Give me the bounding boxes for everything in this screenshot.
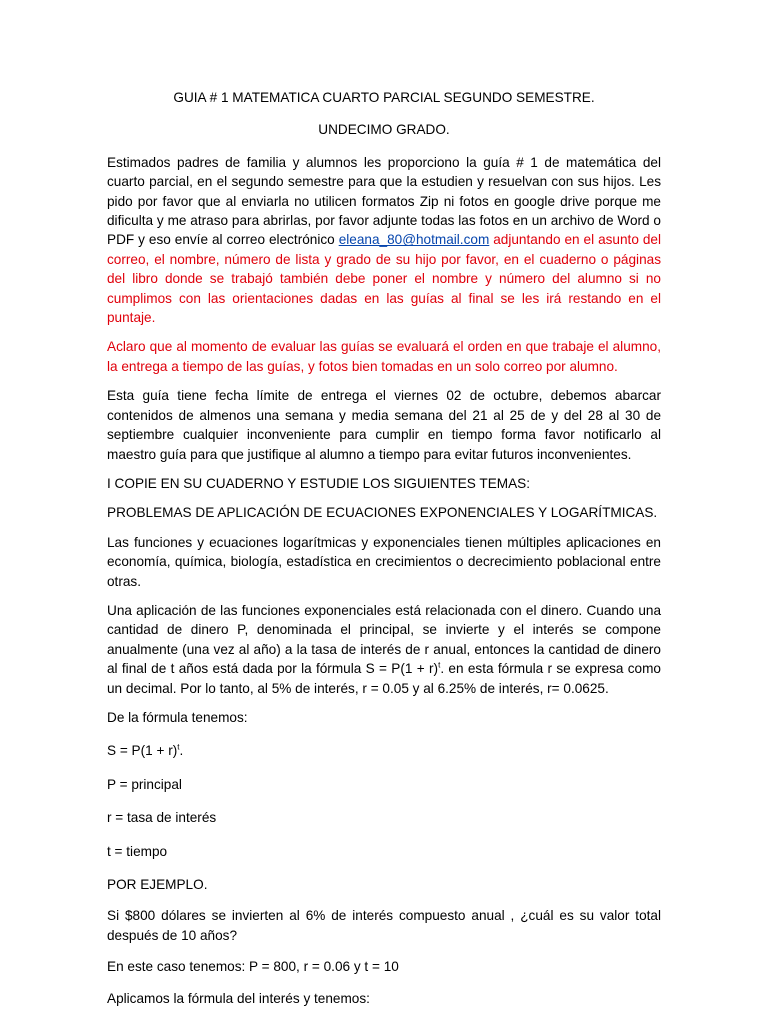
formula-exponent: t: [177, 742, 180, 752]
definition-r: r = tasa de interés: [107, 810, 217, 826]
topic-heading: PROBLEMAS DE APLICACIÓN DE ECUACIONES EXPONENCIALES Y LOGARÍTMICAS.: [107, 505, 658, 521]
intro-warning-text: adjuntando en el asunto del correo, el nombre, número de lista y grado de su hijo por favor, en el cuaderno o páginas del libro donde se trabajó también debe poner el nombre y número del alumno si no cumplimos con las orientaciones dadas en las guías al final se les irá restando en el puntaje.: [107, 232, 661, 326]
definition-t: t = tiempo: [107, 843, 168, 859]
evaluation-note: Aclaro que al momento de evaluar las guías se evaluará el orden en que trabaje el alumno, la entrega a tiempo de las guías, y fotos bien tomadas en un solo correo por alumno.: [107, 339, 661, 374]
example-heading: POR EJEMPLO.: [107, 877, 208, 892]
document-title: GUIA # 1 MATEMATICA CUARTO PARCIAL SEGUNDO SEMESTRE.: [173, 90, 595, 105]
intro-text: Estimados padres de familia y alumnos les proporciono la guía # 1 de matemática del cuarto parcial, en el segundo semestre para que la estudien y resuelvan con sus hijos. Les pido por favor que al enviarla no utilicen formatos Zip ni fotos en google drive porque me dificulta y me atraso para abrirlas, por favor adjunte todas las fotos en un archivo de Word o PDF y eso envíe al correo electrónico: [107, 154, 661, 248]
instruction-heading: I COPIE EN SU CUADERNO Y ESTUDIE LOS SIGUIENTES TEMAS:: [107, 475, 531, 491]
example-given: En este caso tenemos: P = 800, r = 0.06 y t = 10: [107, 959, 399, 975]
money-paragraph: [107, 601, 661, 698]
definition-p: P = principal: [107, 776, 182, 792]
exponent-t: t: [438, 660, 441, 670]
deadline-paragraph: Esta guía tiene fecha límite de entrega el viernes 02 de octubre, debemos abarcar contenidos de almenos una semana y media semana del 21 al 25 de y del 28 al 30 de septiembre cualquier inconveniente para cumplir en tiempo forma favor notificarlo al maestro guía para que justifique al alumno a tiempo para evitar futuros inconvenientes.: [107, 388, 661, 462]
intro-paragraph: [107, 153, 661, 328]
example-question: Si $800 dólares se invierten al 6% de interés compuesto anual , ¿cuál es su valor total después de 10 años?: [107, 908, 661, 943]
example-apply: Aplicamos la fórmula del interés y tenemos:: [107, 990, 370, 1006]
applications-paragraph: Las funciones y ecuaciones logarítmicas y exponenciales tienen múltiples aplicaciones en economía, química, biología, estadística en crecimientos o decrecimiento poblacional entre otras.: [107, 534, 661, 589]
formula-base: S = P(1 + r): [107, 743, 178, 759]
email-link[interactable]: eleana_80@hotmail.com: [338, 232, 490, 248]
document-page: [107, 88, 661, 1008]
formula-end: .: [179, 743, 184, 759]
money-text-a: Una aplicación de las funciones exponenciales está relacionada con el dinero. Cuando una cantidad de dinero P, denominada el principal, se invierte y el interés se compone anualmente (una vez al año) a la tasa de interés de r anual, entonces la cantidad de dinero al final de t años está dada por la fórmula S = P(1 + r): [107, 602, 661, 677]
document-subtitle: UNDECIMO GRADO.: [318, 122, 450, 138]
money-text-b: . en esta fórmula r se expresa como un decimal. Por lo tanto, al 5% de interés, r = 0.05 y al 6.25% de interés, r= 0.0625.: [107, 661, 661, 696]
formula-intro: De la fórmula tenemos:: [107, 709, 248, 725]
formula: [107, 741, 661, 760]
